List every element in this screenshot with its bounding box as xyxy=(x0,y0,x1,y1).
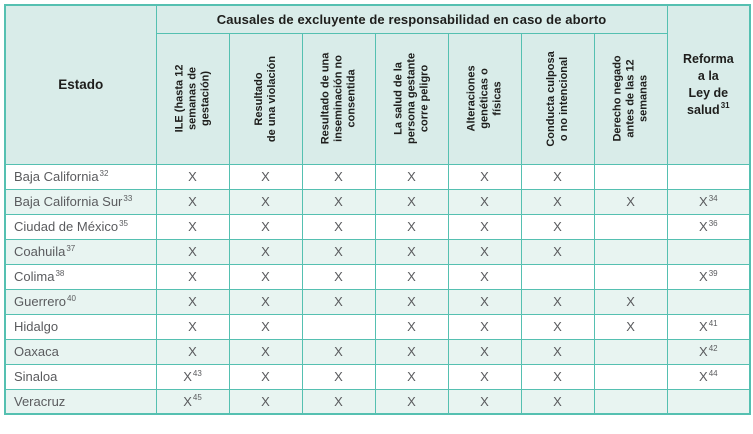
x-mark: X xyxy=(407,369,416,384)
mark-cell xyxy=(302,164,375,189)
x-mark: X xyxy=(553,169,562,184)
causales-group-header: Causales de excluyente de responsabilidad en caso de aborto xyxy=(156,5,667,33)
mark-cell xyxy=(375,339,448,364)
mark-cell xyxy=(667,389,750,414)
footnote-ref: 41 xyxy=(708,318,718,328)
x-mark: X xyxy=(261,319,270,334)
x-mark: X xyxy=(334,244,343,259)
table-row xyxy=(5,189,750,214)
x-mark: X xyxy=(261,269,270,284)
mark-cell xyxy=(594,264,667,289)
footnote-ref: 43 xyxy=(192,368,202,378)
x-mark: X xyxy=(334,393,343,409)
mark-cell xyxy=(302,239,375,264)
x-mark: X xyxy=(183,369,192,384)
mark-cell xyxy=(521,164,594,189)
x-mark: X xyxy=(188,169,197,184)
x-mark: X xyxy=(699,344,708,359)
x-mark: X xyxy=(699,369,708,384)
x-mark: X xyxy=(188,294,197,309)
mark-cell xyxy=(156,264,229,289)
x-mark: X xyxy=(480,169,489,184)
x-mark: X xyxy=(188,194,197,209)
mark-cell xyxy=(448,239,521,264)
mark-cell xyxy=(448,164,521,189)
x-mark: X xyxy=(334,194,343,209)
table-row xyxy=(5,164,750,189)
mark-cell xyxy=(448,189,521,214)
mark-cell xyxy=(448,364,521,389)
x-mark: X xyxy=(407,319,416,334)
mark-cell xyxy=(448,214,521,239)
x-mark: X xyxy=(553,194,562,209)
footnote-ref: 31 xyxy=(720,101,730,111)
x-mark: X xyxy=(407,219,416,234)
mark-cell xyxy=(375,314,448,339)
mark-cell xyxy=(594,389,667,414)
x-mark: X xyxy=(261,244,270,259)
abortion-causes-table xyxy=(4,4,751,415)
mark-cell xyxy=(667,339,750,364)
column-header-alteraciones xyxy=(448,33,521,164)
column-header-label: ILE (hasta 12 semanas de gestación) xyxy=(173,64,211,133)
mark-cell xyxy=(156,364,229,389)
mark-cell xyxy=(521,214,594,239)
state-cell xyxy=(5,364,156,389)
x-mark: X xyxy=(407,393,416,409)
mark-cell xyxy=(521,389,594,414)
mark-cell xyxy=(594,339,667,364)
mark-cell xyxy=(302,189,375,214)
x-mark: X xyxy=(334,219,343,234)
mark-cell xyxy=(448,264,521,289)
header-row-top xyxy=(5,5,750,33)
mark-cell xyxy=(229,289,302,314)
state-name: Baja California xyxy=(14,169,99,184)
table-row xyxy=(5,264,750,289)
state-cell xyxy=(5,289,156,314)
x-mark: X xyxy=(699,319,708,334)
mark-cell xyxy=(594,189,667,214)
mark-cell xyxy=(448,339,521,364)
mark-cell xyxy=(667,289,750,314)
column-header-derecho-negado xyxy=(594,33,667,164)
x-mark: X xyxy=(553,319,562,334)
mark-cell xyxy=(667,164,750,189)
mark-cell xyxy=(229,239,302,264)
footnote-ref: 44 xyxy=(708,368,718,378)
footnote-ref: 45 xyxy=(192,393,202,403)
state-name: Hidalgo xyxy=(14,319,59,334)
mark-cell xyxy=(375,289,448,314)
mark-cell xyxy=(594,314,667,339)
x-mark: X xyxy=(261,194,270,209)
state-cell xyxy=(5,214,156,239)
mark-cell xyxy=(448,389,521,414)
mark-cell xyxy=(156,314,229,339)
mark-cell xyxy=(156,339,229,364)
x-mark: X xyxy=(407,169,416,184)
mark-cell xyxy=(302,364,375,389)
state-name: Oaxaca xyxy=(14,344,59,359)
x-mark: X xyxy=(699,269,708,284)
state-name: Sinaloa xyxy=(14,369,58,384)
state-name: Colima xyxy=(14,269,55,284)
x-mark: X xyxy=(261,369,270,384)
x-mark: X xyxy=(188,319,197,334)
mark-cell xyxy=(521,264,594,289)
table-body xyxy=(5,164,750,414)
mark-cell xyxy=(521,239,594,264)
state-name: Coahuila xyxy=(14,244,66,259)
x-mark: X xyxy=(188,244,197,259)
mark-cell xyxy=(156,214,229,239)
mark-cell xyxy=(302,389,375,414)
x-mark: X xyxy=(407,344,416,359)
column-header-ile xyxy=(156,33,229,164)
mark-cell xyxy=(667,364,750,389)
mark-cell xyxy=(302,289,375,314)
x-mark: X xyxy=(334,269,343,284)
mark-cell xyxy=(667,189,750,214)
footnote-ref: 42 xyxy=(708,343,718,353)
state-name: Baja California Sur xyxy=(14,194,123,209)
footnote-ref: 36 xyxy=(708,218,718,228)
x-mark: X xyxy=(553,244,562,259)
mark-cell xyxy=(521,364,594,389)
mark-cell xyxy=(448,289,521,314)
x-mark: X xyxy=(188,269,197,284)
x-mark: X xyxy=(699,194,708,209)
state-cell xyxy=(5,389,156,414)
reforma-header xyxy=(667,5,750,164)
footnote-ref: 35 xyxy=(119,218,128,228)
mark-cell xyxy=(667,239,750,264)
mark-cell xyxy=(375,189,448,214)
x-mark: X xyxy=(480,369,489,384)
footnote-ref: 34 xyxy=(708,193,718,203)
x-mark: X xyxy=(407,269,416,284)
mark-cell xyxy=(156,289,229,314)
footnote-ref: 40 xyxy=(67,293,76,303)
state-name: Ciudad de México xyxy=(14,219,119,234)
mark-cell xyxy=(156,389,229,414)
estado-header: Estado xyxy=(5,5,156,164)
mark-cell xyxy=(229,214,302,239)
x-mark: X xyxy=(261,169,270,184)
column-header-conducta-culposa xyxy=(521,33,594,164)
x-mark: X xyxy=(553,219,562,234)
mark-cell xyxy=(594,289,667,314)
mark-cell xyxy=(229,364,302,389)
x-mark: X xyxy=(261,219,270,234)
state-cell xyxy=(5,239,156,264)
reforma-header-label: Reforma a la Ley de salud$^{31}$ xyxy=(682,52,734,117)
table-row xyxy=(5,364,750,389)
table-row xyxy=(5,314,750,339)
mark-cell xyxy=(594,239,667,264)
x-mark: X xyxy=(480,344,489,359)
mark-cell xyxy=(156,239,229,264)
mark-cell xyxy=(375,214,448,239)
x-mark: X xyxy=(261,393,270,409)
x-mark: X xyxy=(480,219,489,234)
mark-cell xyxy=(229,164,302,189)
mark-cell xyxy=(375,364,448,389)
mark-cell xyxy=(667,314,750,339)
table-header xyxy=(5,5,750,164)
x-mark: X xyxy=(334,344,343,359)
footnote-ref: 39 xyxy=(708,268,718,278)
mark-cell xyxy=(229,264,302,289)
state-name: Veracruz xyxy=(14,393,66,409)
column-header-label: Alteraciones genéticas o físicas xyxy=(465,65,503,132)
x-mark: X xyxy=(480,393,489,409)
footnote-ref: 32 xyxy=(99,168,109,178)
x-mark: X xyxy=(480,244,489,259)
x-mark: X xyxy=(261,294,270,309)
footnote-ref: 37 xyxy=(66,243,76,253)
x-mark: X xyxy=(407,194,416,209)
mark-cell xyxy=(667,264,750,289)
state-cell xyxy=(5,189,156,214)
mark-cell xyxy=(302,314,375,339)
mark-cell xyxy=(229,314,302,339)
state-name: Guerrero xyxy=(14,294,67,309)
x-mark: X xyxy=(188,344,197,359)
state-cell xyxy=(5,339,156,364)
state-cell xyxy=(5,164,156,189)
column-header-label: Conducta culposa o no intencional xyxy=(544,50,570,147)
mark-cell xyxy=(375,164,448,189)
mark-cell xyxy=(667,214,750,239)
mark-cell xyxy=(521,289,594,314)
mark-cell xyxy=(156,164,229,189)
column-header-label: Resultado de una inseminación no consentida xyxy=(319,52,357,145)
x-mark: X xyxy=(553,393,562,409)
x-mark: X xyxy=(188,219,197,234)
x-mark: X xyxy=(480,269,489,284)
state-cell xyxy=(5,314,156,339)
column-header-violacion xyxy=(229,33,302,164)
x-mark: X xyxy=(334,169,343,184)
mark-cell xyxy=(594,364,667,389)
mark-cell xyxy=(302,339,375,364)
x-mark: X xyxy=(407,294,416,309)
table-row xyxy=(5,214,750,239)
x-mark: X xyxy=(480,194,489,209)
x-mark: X xyxy=(480,294,489,309)
x-mark: X xyxy=(480,319,489,334)
mark-cell xyxy=(594,164,667,189)
x-mark: X xyxy=(553,369,562,384)
table-row xyxy=(5,239,750,264)
mark-cell xyxy=(448,314,521,339)
mark-cell xyxy=(521,189,594,214)
table-row xyxy=(5,339,750,364)
x-mark: X xyxy=(699,219,708,234)
table-row xyxy=(5,389,750,414)
column-header-label: Resultado de una violación xyxy=(252,55,278,142)
mark-cell xyxy=(521,339,594,364)
x-mark: X xyxy=(626,294,635,309)
mark-cell xyxy=(229,189,302,214)
mark-cell xyxy=(594,214,667,239)
column-header-label: Derecho negado antes de las 12 semanas xyxy=(611,55,650,142)
column-header-salud-peligro xyxy=(375,33,448,164)
mark-cell xyxy=(302,264,375,289)
mark-cell xyxy=(302,214,375,239)
column-header-inseminacion xyxy=(302,33,375,164)
x-mark: X xyxy=(183,393,192,409)
mark-cell xyxy=(521,314,594,339)
state-cell xyxy=(5,264,156,289)
mark-cell xyxy=(229,389,302,414)
footnote-ref: 38 xyxy=(55,268,65,278)
x-mark: X xyxy=(626,194,635,209)
mark-cell xyxy=(375,264,448,289)
mark-cell xyxy=(375,239,448,264)
x-mark: X xyxy=(553,294,562,309)
x-mark: X xyxy=(334,294,343,309)
x-mark: X xyxy=(261,344,270,359)
table-row xyxy=(5,289,750,314)
footnote-ref: 33 xyxy=(123,193,133,203)
x-mark: X xyxy=(553,344,562,359)
x-mark: X xyxy=(334,369,343,384)
x-mark: X xyxy=(626,319,635,334)
x-mark: X xyxy=(407,244,416,259)
mark-cell xyxy=(229,339,302,364)
mark-cell xyxy=(375,389,448,414)
mark-cell xyxy=(156,189,229,214)
column-header-label: La salud de la persona gestante corre peligro xyxy=(392,52,430,145)
